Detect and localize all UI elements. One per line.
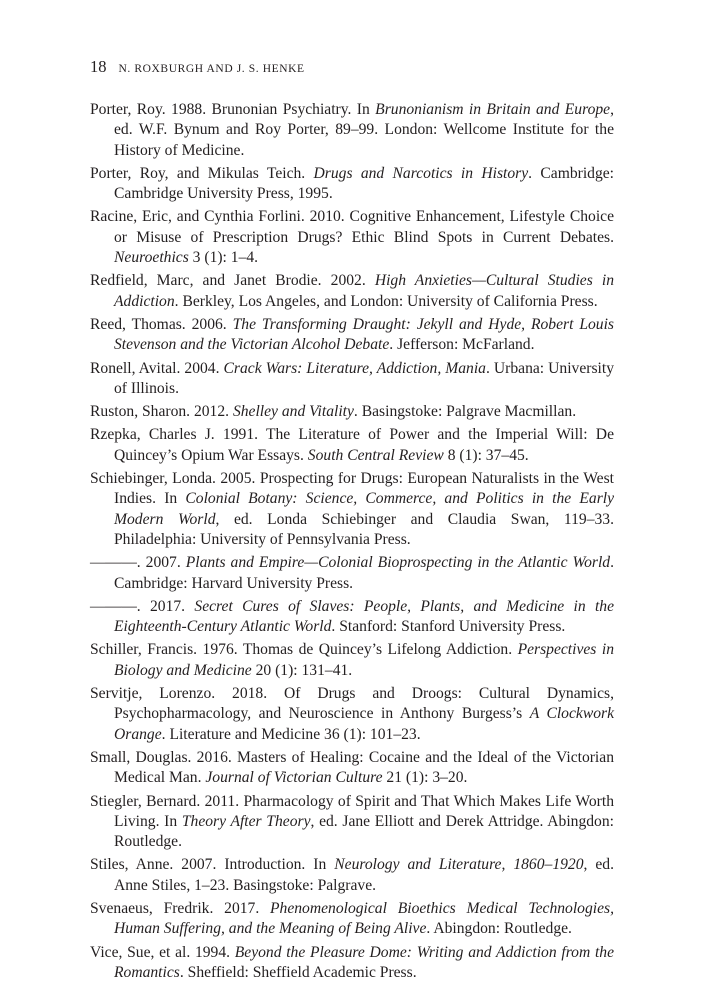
reference-text: Stiles, Anne. 2007. Introduction. In xyxy=(90,856,335,874)
page-number: 18 xyxy=(90,57,107,76)
reference-title: Beyond the Pleasure Dome: Writing and Addiction from the Romantics xyxy=(114,943,615,981)
reference-details: . Berkley, Los Angeles, and London: University of California Press. xyxy=(174,292,598,310)
reference-text: Small, Douglas. 2016. Masters of Healing: Cocaine and the Ideal of the Victorian Medical Man. xyxy=(90,748,614,787)
reference-entry xyxy=(90,748,614,789)
reference-text: Vice, Sue, et al. 1994. xyxy=(90,943,235,961)
reference-text: Stiegler, Bernard. 2011. Pharmacology of Spirit and That Which Makes Life Worth Living. In xyxy=(90,792,614,830)
reference-details: . Stanford: Stanford University Press. xyxy=(331,618,566,636)
reference-entry xyxy=(90,469,614,550)
reference-text: Rzepka, Charles J. 1991. The Literature of Power and the Imperial Will: De Quincey’s Opium War Essays. xyxy=(90,426,614,464)
reference-details: . Literature and Medicine 36 (1): 101–23. xyxy=(161,725,421,743)
reference-details: , ed. Londa Schiebinger and Claudia Swan, 119–33. Philadelphia: University of Pennsylvania Press. xyxy=(114,510,614,548)
reference-text: Ronell, Avital. 2004. xyxy=(90,359,224,377)
reference-title: Secret Cures of Slaves: People, Plants, and Medicine in the Eighteenth-Century Atlantic World xyxy=(114,597,614,636)
reference-title: Journal of Victorian Culture xyxy=(205,769,383,787)
running-head xyxy=(90,57,305,79)
reference-entry xyxy=(90,899,614,940)
reference-entry xyxy=(90,425,614,466)
reference-entry xyxy=(90,943,614,984)
reference-entry xyxy=(90,597,614,638)
reference-title: Crack Wars: Literature, Addiction, Mania xyxy=(223,359,486,377)
reference-title: A Clockwork Orange xyxy=(114,705,615,743)
reference-details: 3 (1): 1–4. xyxy=(188,249,259,267)
reference-text: ———. 2007. xyxy=(90,554,186,572)
reference-title: Neurology and Literature, 1860–1920 xyxy=(334,856,584,874)
reference-details: 8 (1): 37–45. xyxy=(443,446,529,464)
reference-text: Porter, Roy, and Mikulas Teich. xyxy=(90,164,314,182)
reference-text: Svenaeus, Fredrik. 2017. xyxy=(90,899,271,917)
reference-title: Phenomenological Bioethics Medical Technologies, Human Suffering, and the Meaning of Being Alive xyxy=(114,899,614,938)
reference-text: Racine, Eric, and Cynthia Forlini. 2010. Cognitive Enhancement, Lifestyle Choice or Misuse of Prescription Drugs? Ethic Blind Spots in Current Debates. xyxy=(90,208,614,246)
reference-details: . Sheffield: Sheffield Academic Press. xyxy=(179,963,417,981)
reference-title: Colonial Botany: Science, Commerce, and Politics in the Early Modern World xyxy=(114,490,615,528)
reference-text: Schiebinger, Londa. 2005. Prospecting for Drugs: European Naturalists in the West Indies. In xyxy=(90,470,614,508)
reference-entry xyxy=(90,640,614,681)
reference-title: South Central Review xyxy=(307,446,444,464)
reference-details: , ed. Anne Stiles, 1–23. Basingstoke: Palgrave. xyxy=(114,856,614,894)
reference-text: Reed, Thomas. 2006. xyxy=(90,315,233,333)
reference-details: , ed. Jane Elliott and Derek Attridge. Abingdon: Routledge. xyxy=(114,812,614,851)
running-head-authors: N. ROXBURGH AND J. S. HENKE xyxy=(118,63,305,75)
reference-text: Redfield, Marc, and Janet Brodie. 2002. xyxy=(90,272,375,290)
reference-entry xyxy=(90,684,614,745)
reference-details: . Urbana: University of Illinois. xyxy=(114,359,615,397)
reference-title: Perspectives in Biology and Medicine xyxy=(114,641,614,679)
reference-title: Neuroethics xyxy=(114,249,189,267)
reference-entry xyxy=(90,402,614,422)
reference-title: Brunonianism in Britain and Europe xyxy=(375,101,611,118)
reference-entry xyxy=(90,792,614,853)
reference-title: Drugs and Narcotics in History xyxy=(313,164,529,182)
reference-details: 21 (1): 3–20. xyxy=(382,769,468,787)
reference-entry xyxy=(90,855,614,896)
reference-details: . Abingdon: Routledge. xyxy=(426,920,572,938)
reference-entry xyxy=(90,359,614,400)
reference-list xyxy=(90,100,614,986)
reference-entry xyxy=(90,553,614,594)
reference-entry xyxy=(90,315,614,356)
reference-text: ———. 2017. xyxy=(90,597,195,615)
reference-details: . Basingstoke: Palgrave Macmillan. xyxy=(353,403,577,421)
reference-title: High Anxieties—Cultural Studies in Addiction xyxy=(114,272,615,310)
reference-details: . Cambridge: Harvard University Press. xyxy=(114,554,614,592)
reference-entry xyxy=(90,100,614,161)
reference-details: 20 (1): 131–41. xyxy=(251,661,353,679)
reference-title: Theory After Theory xyxy=(181,812,311,830)
reference-details: , ed. W.F. Bynum and Roy Porter, 89–99. London: Wellcome Institute for the History of Medicine. xyxy=(114,101,614,159)
reference-entry xyxy=(90,207,614,268)
reference-details: . Jefferson: McFarland. xyxy=(389,336,535,354)
reference-text: Schiller, Francis. 1976. Thomas de Quincey’s Lifelong Addiction. xyxy=(90,641,518,659)
reference-text: Servitje, Lorenzo. 2018. Of Drugs and Droogs: Cultural Dynamics, Psychopharmacology, and Neuroscience in Anthony Burgess’s xyxy=(90,685,614,723)
reference-text: Ruston, Sharon. 2012. xyxy=(90,403,233,421)
reference-entry xyxy=(90,271,614,312)
reference-text: Porter, Roy. 1988. Brunonian Psychiatry. In xyxy=(90,101,376,118)
reference-title: Plants and Empire—Colonial Bioprospecting in the Atlantic World xyxy=(185,554,611,572)
reference-title: The Transforming Draught: Jekyll and Hyde, Robert Louis Stevenson and the Victorian Alcohol Debate xyxy=(114,315,614,354)
reference-entry xyxy=(90,164,614,205)
reference-title: Shelley and Vitality xyxy=(232,403,354,421)
reference-details: . Cambridge: Cambridge University Press, 1995. xyxy=(114,164,614,203)
